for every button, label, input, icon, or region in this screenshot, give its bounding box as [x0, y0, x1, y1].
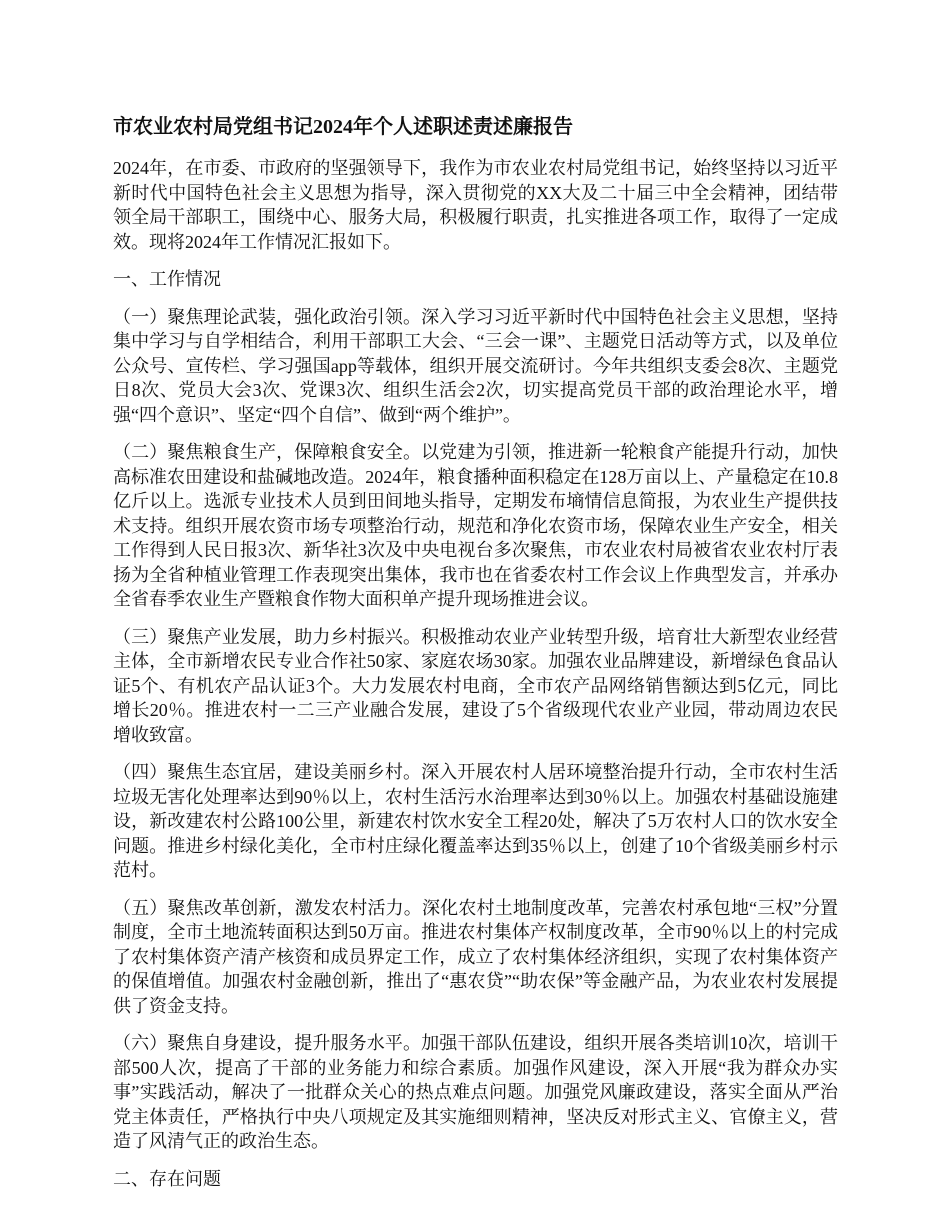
paragraph: （五）聚焦改革创新，激发农村活力。深化农村土地制度改革，完善农村承包地“三权”分置制度，全市土地流转面积达到50万亩。推进农村集体产权制度改革，全市90％以上的村完成了农村集体资产清产核资和成员界定工作，成立了农村集体经济组织，实现了农村集体资产的保值增值。加强农村金融创新，推出了“惠农贷”“助农保”等金融产品，为农业农村发展提供了资金支持。	[113, 897, 838, 1016]
document-body	[113, 156, 838, 1191]
document-title: 市农业农村局党组书记2024年个人述职述责述廉报告	[113, 116, 573, 138]
paragraph: （一）聚焦理论武装，强化政治引领。深入学习习近平新时代中国特色社会主义思想，坚持集中学习与自学相结合，利用干部职工大会、“三会一课”、主题党日活动等方式，以及单位公众号、宣传栏、学习强国app等载体，组织开展交流研讨。今年共组织支委会8次、主题党日8次、党员大会3次、党课3次、组织生活会2次，切实提高党员干部的政治理论水平，增强“四个意识”、坚定“四个自信”、做到“两个维护”。	[113, 306, 838, 425]
paragraph: （三）聚焦产业发展，助力乡村振兴。积极推动农业产业转型升级，培育壮大新型农业经营主体，全市新增农民专业合作社50家、家庭农场30家。加强农业品牌建设，新增绿色食品认证5个、有机农产品认证3个。大力发展农村电商，全市农产品网络销售额达到5亿元，同比增长20％。推进农村一二三产业融合发展，建设了5个省级现代农业产业园，带动周边农民增收致富。	[113, 626, 838, 745]
section-heading: 二、存在问题	[113, 1168, 221, 1189]
paragraph: （四）聚焦生态宜居，建设美丽乡村。深入开展农村人居环境整治提升行动，全市农村生活垃圾无害化处理率达到90％以上，农村生活污水治理率达到30％以上。加强农村基础设施建设，新改建农村公路100公里，新建农村饮水安全工程20处，解决了5万农村人口的饮水安全问题。推进乡村绿化美化，全市村庄绿化覆盖率达到35％以上，创建了10个省级美丽乡村示范村。	[113, 762, 838, 880]
section-heading: 一、工作情况	[113, 269, 221, 289]
paragraph: （二）聚焦粮食生产，保障粮食安全。以党建为引领，推进新一轮粮食产能提升行动，加快高标准农田建设和盐碱地改造。2024年，粮食播种面积稳定在128万亩以上、产量稳定在10.8亿斤以上。选派专业技术人员到田间地头指导，定期发布墒情信息简报，为农业生产提供技术支持。组织开展农资市场专项整治行动，规范和净化农资市场，保障农业生产安全，相关工作得到人民日报3次、新华社3次及中央电视台多次聚焦，市农业农村局被省农业农村厅表扬为全省种植业管理工作表现突出集体，我市也在省委农村工作会议上作典型发言，并承办全省春季农业生产暨粮食作物大面积单产提升现场推进会议。	[113, 442, 838, 609]
paragraph: 2024年，在市委、市政府的坚强领导下，我作为市农业农村局党组书记，始终坚持以习近平新时代中国特色社会主义思想为指导，深入贯彻党的XX大及二十届三中全会精神，团结带领全局干部职工，围绕中心、服务大局，积极履行职责，扎实推进各项工作，取得了一定成效。现将2024年工作情况汇报如下。	[113, 158, 838, 252]
paragraph: （六）聚焦自身建设，提升服务水平。加强干部队伍建设，组织开展各类培训10次，培训干部500人次，提高了干部的业务能力和综合素质。加强作风建设，深入开展“我为群众办实事”实践活动，解决了一批群众关心的热点难点问题。加强党风廉政建设，落实全面从严治党主体责任，严格执行中央八项规定及其实施细则精神，坚决反对形式主义、官僚主义，营造了风清气正的政治生态。	[113, 1033, 838, 1151]
